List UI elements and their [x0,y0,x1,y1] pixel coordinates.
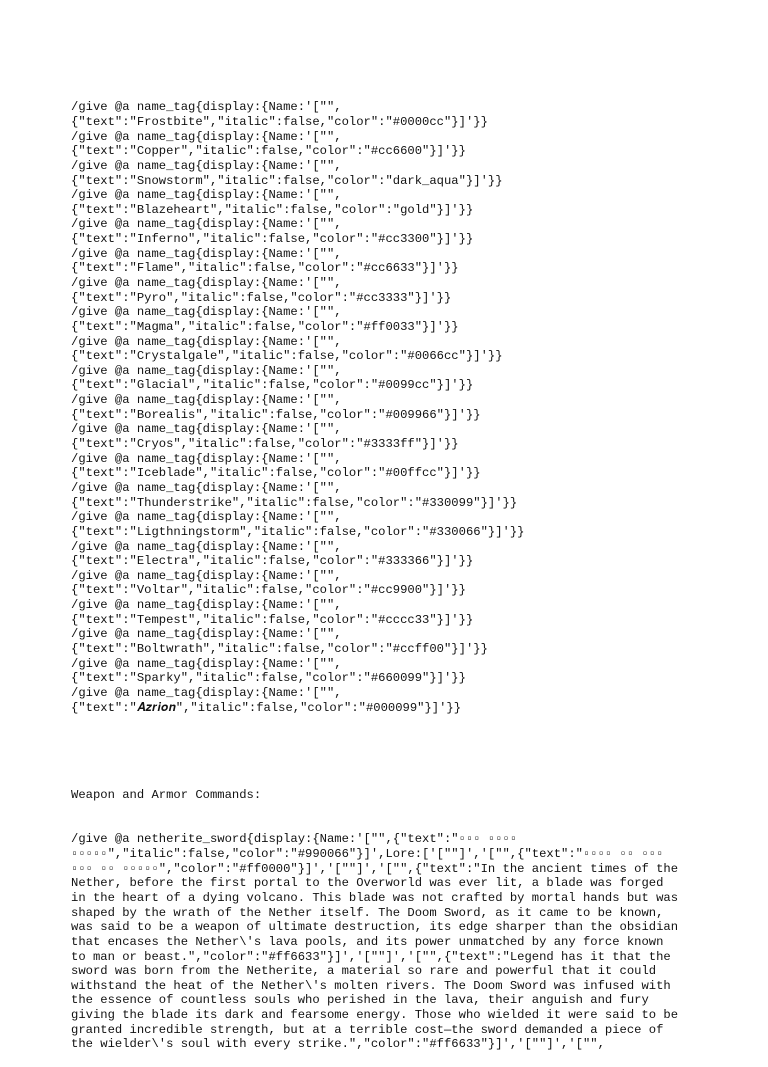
command-line: /give @a name_tag{display:{Name:'["", [71,158,342,173]
command-line: Nether, before the first portal to the Overworld was ever lit, a blade was forged [71,876,664,891]
command-line: granted incredible strength, but at a terrible cost—the sword demanded a piece of [71,1022,664,1037]
command-line: {"text":"Magma","italic":false,"color":"#ff0033"}]'}} [71,319,459,334]
command-line: {"text":"Electra","italic":false,"color":"#333366"}]'}} [71,554,474,569]
blank-line [71,745,711,760]
command-line: /give @a name_tag{display:{Name:'["", [71,480,342,495]
command-line: {"text":"Iceblade","italic":false,"color":"#00ffcc"}]'}} [71,466,481,481]
document-page [71,71,711,1067]
command-line: /give @a name_tag{display:{Name:'["", [71,656,342,671]
command-line: /give @a name_tag{display:{Name:'["", [71,363,342,378]
command-line: {"text":"Borealis","italic":false,"color":"#009966"}]'}} [71,407,481,422]
command-line: /give @a name_tag{display:{Name:'["", [71,393,342,408]
command-line: the essence of countless souls who perished in the lava, their anguish and fury [71,993,649,1008]
command-line: {"text":"Thunderstrike","italic":false,"color":"#330099"}]'}} [71,495,518,510]
command-line: {"text":"Crystalgale","italic":false,"color":"#0066cc"}]'}} [71,349,503,364]
command-line: /give @a name_tag{display:{Name:'["", [71,598,342,613]
command-line: /give @a name_tag{display:{Name:'["", [71,188,342,203]
command-line: {"text":"Cryos","italic":false,"color":"#3333ff"}]'}} [71,437,459,452]
command-line: /give @a netherite_sword{display:{Name:'["",{"text":"▫▫▫ ▫▫▫▫ [71,832,518,847]
name-tag-commands [71,100,711,715]
command-line: the wielder\'s soul with every strike.","color":"#ff6633"}]','[""]','["", [71,1037,605,1052]
section-heading: Weapon and Armor Commands: [71,788,262,803]
command-line: {"text":"Copper","italic":false,"color":"#cc6600"}]'}} [71,144,466,159]
command-line: {"text":"Pyro","italic":false,"color":"#cc3333"}]'}} [71,290,452,305]
command-line: /give @a name_tag{display:{Name:'["", [71,334,342,349]
command-line: {"text":"Tempest","italic":false,"color":"#cccc33"}]'}} [71,612,474,627]
command-line: /give @a name_tag{display:{Name:'["", [71,568,342,583]
command-line: /give @a name_tag{display:{Name:'["", [71,217,342,232]
command-line: {"text":"Boltwrath","italic":false,"color":"#ccff00"}]'}} [71,642,488,657]
command-line: {"text":"Voltar","italic":false,"color":"#cc9900"}]'}} [71,583,466,598]
command-line: {"text":"Snowstorm","italic":false,"color":"dark_aqua"}]'}} [71,173,503,188]
command-line: {"text":"Frostbite","italic":false,"color":"#0000cc"}]'}} [71,114,488,129]
command-line: was said to be a weapon of ultimate destruction, its edge sharper than the obsidian [71,920,679,935]
command-line: {"text":"𝑨𝒛𝒓𝒊𝒐𝒏","italic":false,"color":"#000099"}]'}} [71,700,462,715]
command-line: /give @a name_tag{display:{Name:'["", [71,276,342,290]
command-line: /give @a name_tag{display:{Name:'["", [71,100,342,115]
command-line: /give @a name_tag{display:{Name:'["", [71,422,342,437]
command-line: giving the blade its dark and fearsome energy. Those who wielded it were said to be [71,1008,679,1023]
command-line: {"text":"Inferno","italic":false,"color":"#cc3300"}]'}} [71,232,474,247]
command-line: in the heart of a dying volcano. This blade was not crafted by mortal hands but was [71,891,679,905]
command-line: /give @a name_tag{display:{Name:'["", [71,510,342,525]
command-line: {"text":"Blazeheart","italic":false,"color":"gold"}]'}} [71,202,474,217]
command-line: {"text":"Glacial","italic":false,"color":"#0099cc"}]'}} [71,378,474,393]
command-line: /give @a name_tag{display:{Name:'["", [71,685,342,700]
weapon-command-text [71,832,711,1052]
command-line: /give @a name_tag{display:{Name:'["", [71,627,342,642]
command-line: shaped by the wrath of the Nether itself. The Doom Sword, as it came to be known, [71,905,664,920]
command-line: /give @a name_tag{display:{Name:'["", [71,129,342,144]
command-line: /give @a name_tag{display:{Name:'["", [71,246,342,261]
command-line: /give @a name_tag{display:{Name:'["", [71,451,342,466]
command-line: that encases the Nether\'s lava pools, and its power unmatched by any force known [71,934,664,949]
command-line: ▫▫▫ ▫▫ ▫▫▫▫▫","color":"#ff0000"}]','[""]','["",{"text":"In the ancient times of the [71,861,679,876]
command-line: /give @a name_tag{display:{Name:'["", [71,539,342,554]
command-line: {"text":"Flame","italic":false,"color":"#cc6633"}]'}} [71,261,459,276]
command-line: {"text":"Sparky","italic":false,"color":"#660099"}]'}} [71,671,466,686]
command-line: to man or beast.","color":"#ff6633"}]','[""]','["",{"text":"Legend has it that the [71,949,671,964]
command-line: sword was born from the Netherite, a material so rare and powerful that it could [71,964,657,979]
command-line: withstand the heat of the Nether\'s molten rivers. The Doom Sword was infused with [71,978,671,993]
command-line: ▫▫▫▫▫","italic":false,"color":"#990066"}]',Lore:['[""]','["",{"text":"▫▫▫▫ ▫▫ ▫▫▫ [71,847,664,862]
command-line: /give @a name_tag{display:{Name:'["", [71,305,342,320]
command-line: {"text":"Ligthningstorm","italic":false,"color":"#330066"}]'}} [71,524,525,539]
